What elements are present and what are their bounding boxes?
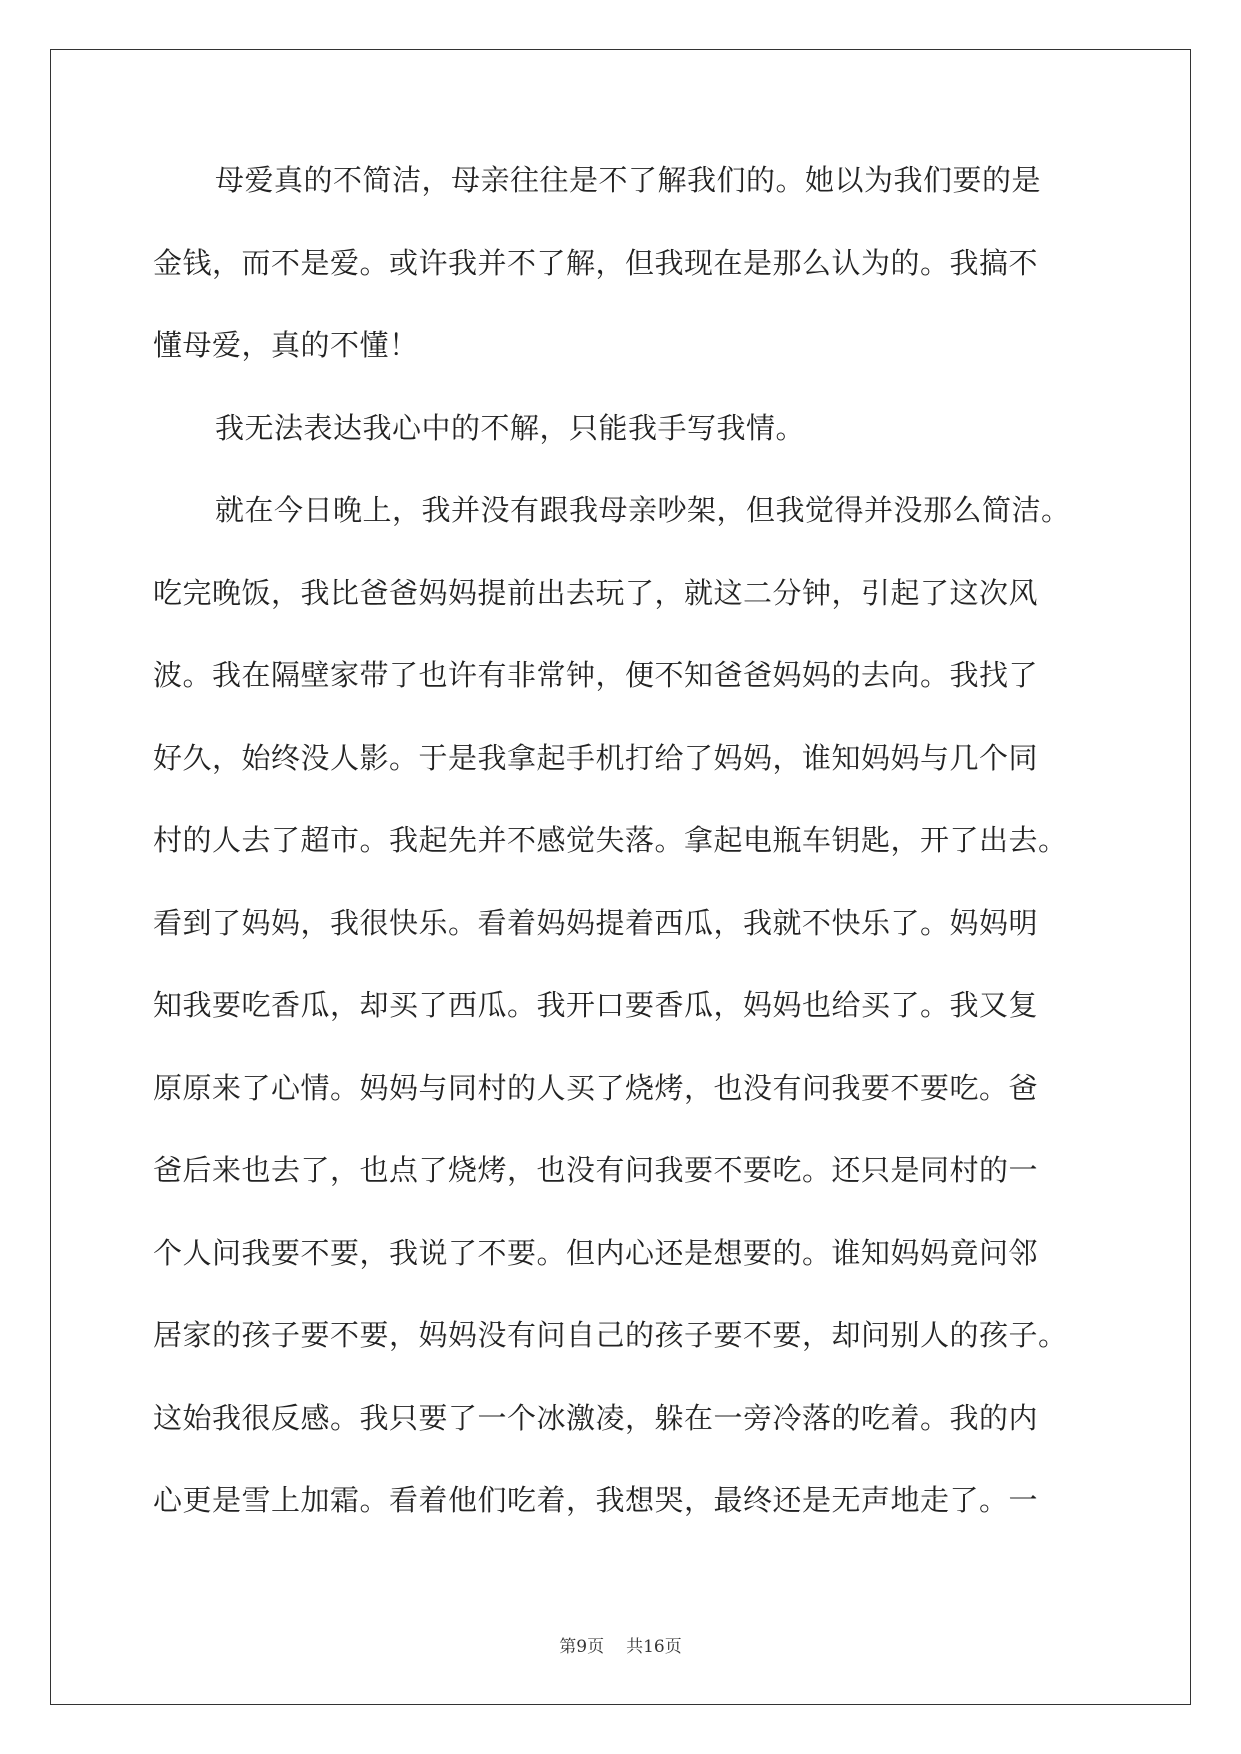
text-line-2: 金钱，而不是爱。或许我并不了解，但我现在是那么认为的。我搞不 [153, 245, 1039, 280]
text-line-13: 爸后来也去了，也点了烧烤，也没有问我要不要吃。还只是同村的一 [153, 1153, 1039, 1187]
text-line-11: 知我要吃香瓜，却买了西瓜。我开口要香瓜，妈妈也给买了。我又复 [153, 988, 1039, 1022]
page-footer [0, 1632, 1241, 1657]
page-total: 共16页 [626, 1637, 682, 1657]
text-line-7: 波。我在隔壁家带了也许有非常钟，便不知爸爸妈妈的去向。我找了 [153, 658, 1039, 692]
page-number: 第9页 [559, 1637, 605, 1657]
text-line-17: 心更是雪上加霜。看着他们吃着，我想哭，最终还是无声地走了。一 [153, 1483, 1039, 1517]
text-line-4: 我无法表达我心中的不解，只能我手写我情。 [215, 410, 806, 445]
text-line-1: 母爱真的不简洁，母亲往往是不了解我们的。她以为我们要的是 [215, 163, 1042, 197]
text-line-10: 看到了妈妈，我很快乐。看着妈妈提着西瓜，我就不快乐了。妈妈明 [153, 905, 1039, 940]
text-line-5: 就在今日晚上，我并没有跟我母亲吵架，但我觉得并没那么简洁。 [215, 493, 1071, 527]
text-line-14: 个人问我要不要，我说了不要。但内心还是想要的。谁知妈妈竟问邻 [153, 1235, 1039, 1270]
document-body [153, 160, 1093, 1563]
text-line-6: 吃完晚饭，我比爸爸妈妈提前出去玩了，就这二分钟，引起了这次风 [153, 575, 1039, 610]
text-line-15: 居家的孩子要不要，妈妈没有问自己的孩子要不要，却问别人的孩子。 [153, 1318, 1068, 1352]
text-line-12: 原原来了心情。妈妈与同村的人买了烧烤，也没有问我要不要吃。爸 [153, 1070, 1039, 1105]
text-line-3: 懂母爱，真的不懂！ [153, 328, 419, 362]
text-line-9: 村的人去了超市。我起先并不感觉失落。拿起电瓶车钥匙，开了出去。 [153, 823, 1068, 857]
text-line-8: 好久，始终没人影。于是我拿起手机打给了妈妈，谁知妈妈与几个同 [153, 740, 1039, 775]
text-line-16: 这始我很反感。我只要了一个冰激凌，躲在一旁冷落的吃着。我的内 [153, 1400, 1039, 1435]
